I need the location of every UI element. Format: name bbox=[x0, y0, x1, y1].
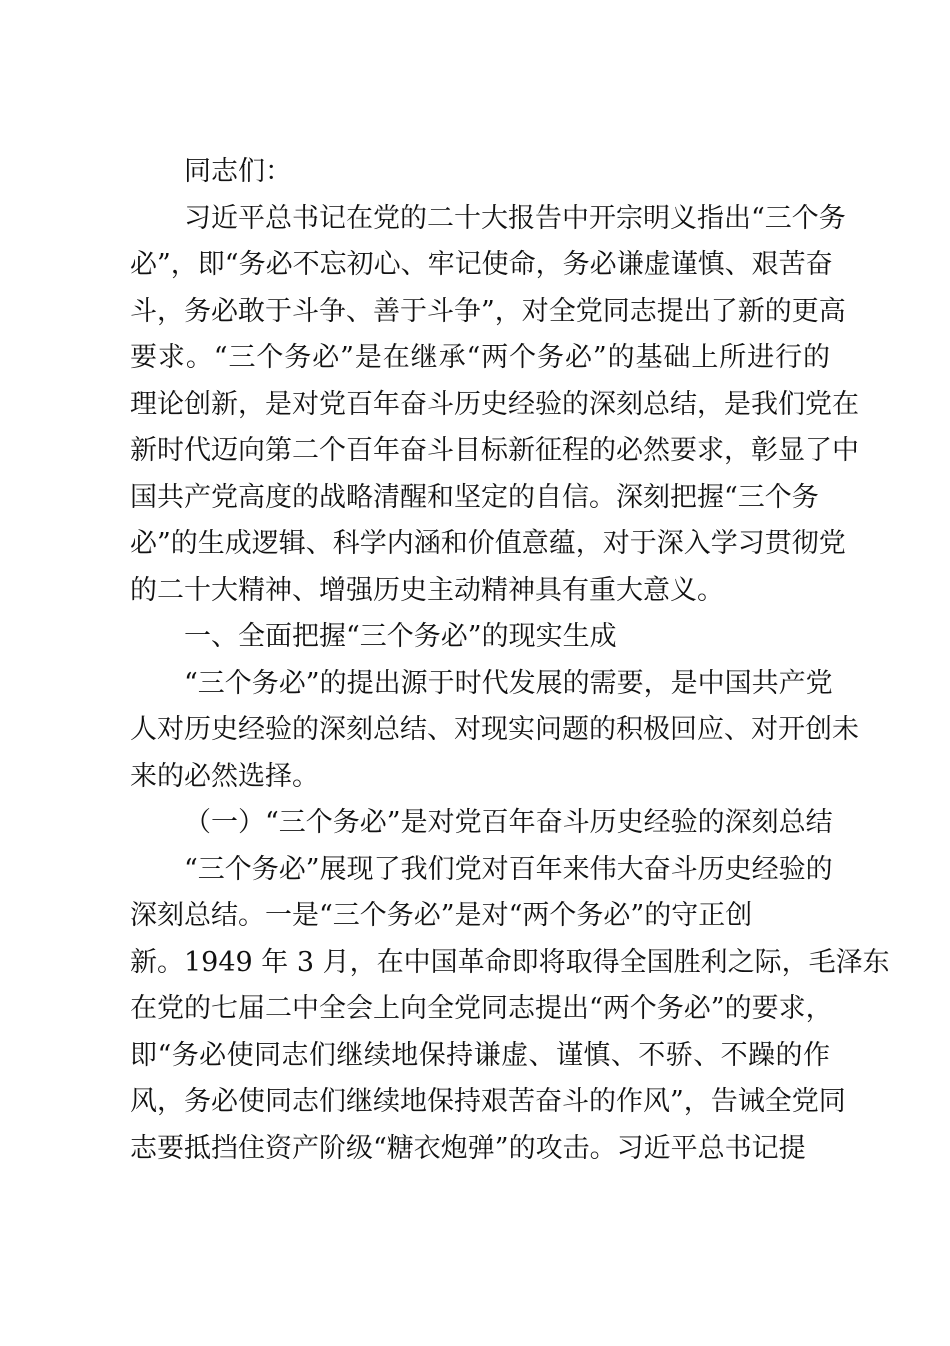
paragraph-1-line-9: 的二十大精神、增强历史主动精神具有重大意义。 bbox=[130, 575, 724, 606]
paragraph-2-line-2: 人对历史经验的深刻总结、对现实问题的积极回应、对开创未 bbox=[130, 714, 859, 745]
paragraph-1-line-3: 斗，务必敢于斗争、善于斗争”，对全党同志提出了新的更高 bbox=[130, 296, 846, 327]
subsection-heading-1: （一）“三个务必”是对党百年奋斗历史经验的深刻总结 bbox=[184, 807, 833, 838]
paragraph-2-line-3: 来的必然选择。 bbox=[130, 761, 319, 792]
paragraph-1-line-8: 必”的生成逻辑、科学内涵和价值意蕴，对于深入学习贯彻党 bbox=[130, 528, 846, 559]
section-heading-1: 一、全面把握“三个务必”的现实生成 bbox=[184, 621, 617, 652]
paragraph-2-line-1: “三个务必”的提出源于时代发展的需要，是中国共产党 bbox=[184, 668, 833, 699]
paragraph-1-line-5: 理论创新，是对党百年奋斗历史经验的深刻总结，是我们党在 bbox=[130, 389, 859, 420]
paragraph-3-line-5: 即“务必使同志们继续地保持谦虚、谨慎、不骄、不躁的作 bbox=[130, 1040, 830, 1071]
paragraph-1-line-2: 必”，即“务必不忘初心、牢记使命，务必谦虚谨慎、艰苦奋 bbox=[130, 249, 833, 280]
paragraph-3-line-2: 深刻总结。一是“三个务必”是对“两个务必”的守正创 bbox=[130, 900, 753, 931]
paragraph-3-line-7: 志要抵挡住资产阶级“糖衣炮弹”的攻击。习近平总书记提 bbox=[130, 1133, 806, 1164]
paragraph-1-line-4: 要求。“三个务必”是在继承“两个务必”的基础上所进行的 bbox=[130, 342, 830, 373]
paragraph-3-line-1: “三个务必”展现了我们党对百年来伟大奋斗历史经验的 bbox=[184, 854, 833, 885]
paragraph-1-line-6: 新时代迈向第二个百年奋斗目标新征程的必然要求，彰显了中 bbox=[130, 435, 859, 466]
paragraph-3-line-3: 新。1949 年 3 月，在中国革命即将取得全国胜利之际，毛泽东 bbox=[130, 947, 890, 978]
salutation: 同志们： bbox=[184, 156, 292, 187]
paragraph-3-line-4: 在党的七届二中全会上向全党同志提出“两个务必”的要求， bbox=[130, 993, 833, 1024]
paragraph-1-line-1: 习近平总书记在党的二十大报告中开宗明义指出“三个务 bbox=[184, 203, 846, 234]
paragraph-1-line-7: 国共产党高度的战略清醒和坚定的自信。深刻把握“三个务 bbox=[130, 482, 819, 513]
paragraph-3-line-6: 风，务必使同志们继续地保持艰苦奋斗的作风”，告诫全党同 bbox=[130, 1086, 846, 1117]
